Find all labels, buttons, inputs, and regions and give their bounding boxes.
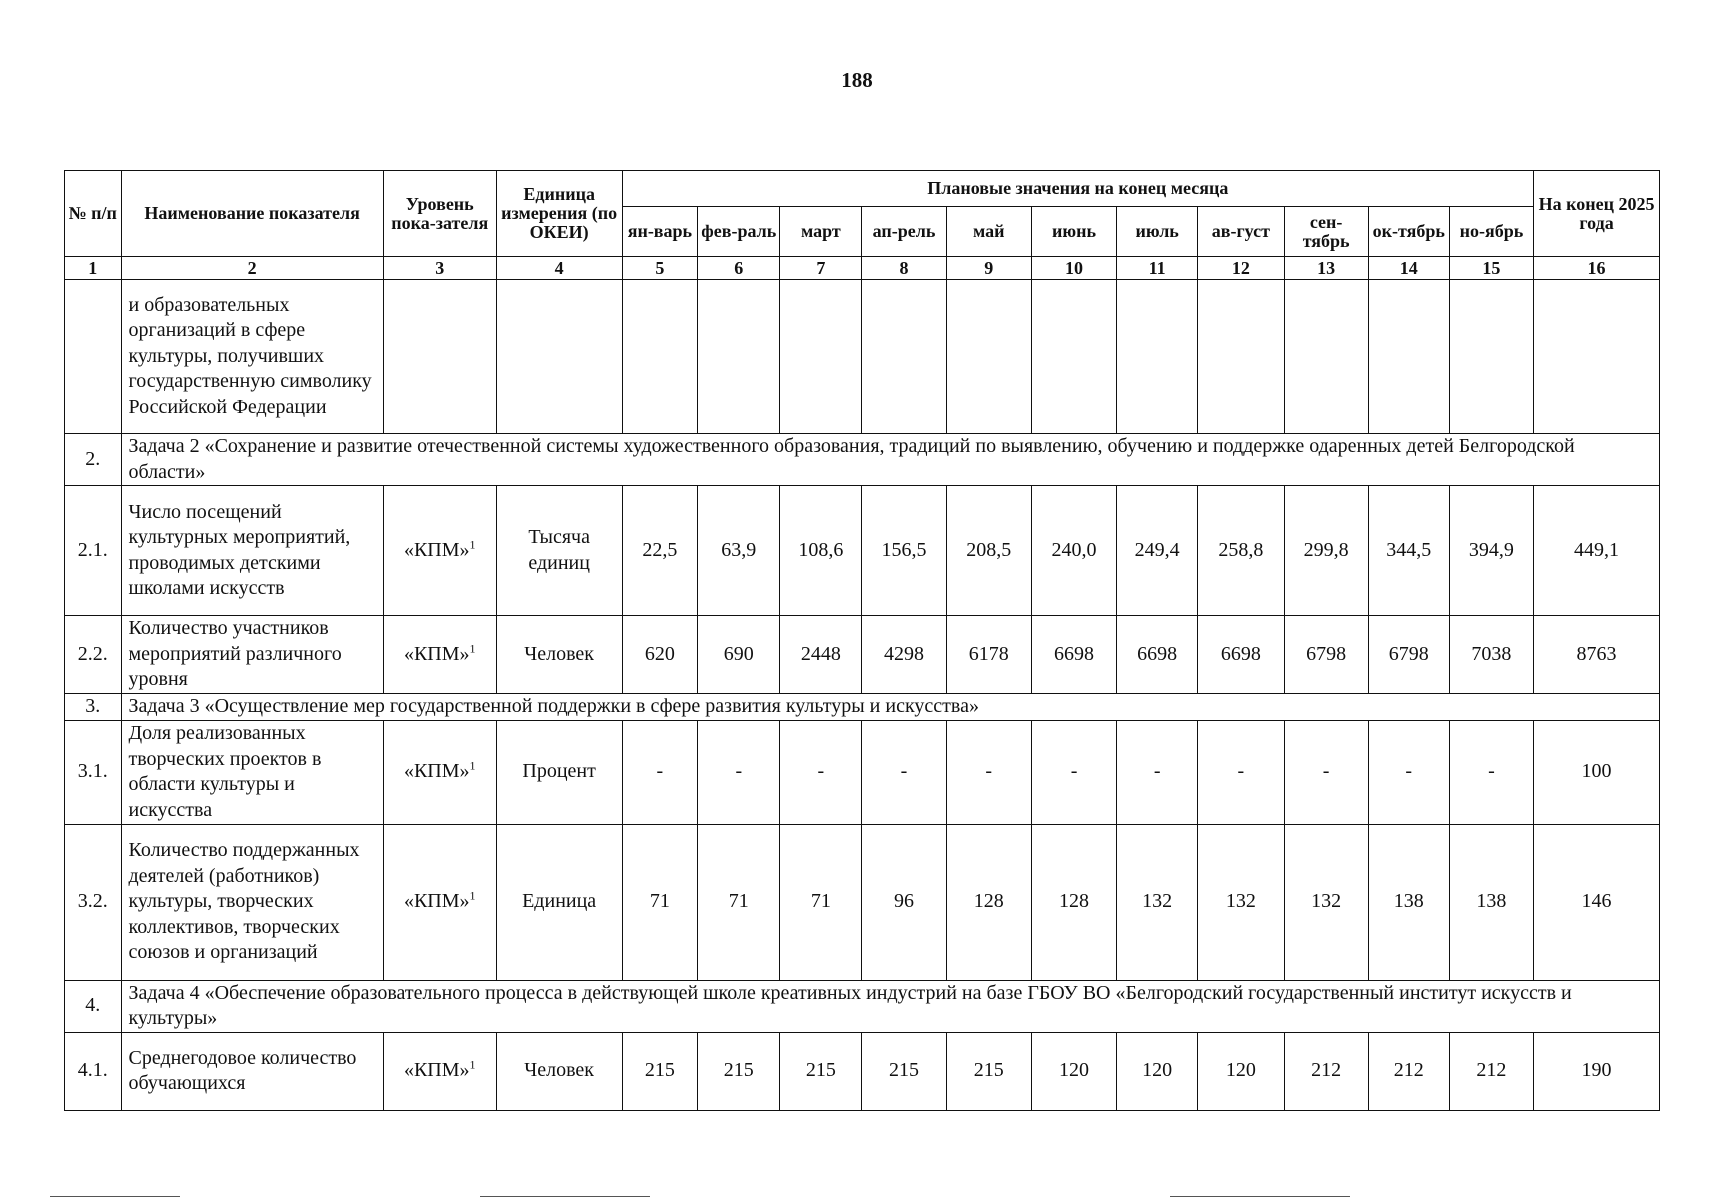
value-cell: 22,5: [622, 486, 698, 616]
value-cell: -: [1284, 720, 1368, 824]
value-cell: 212: [1449, 1032, 1533, 1110]
value-cell: 6698: [1117, 616, 1198, 694]
row-index: 4.1.: [65, 1032, 122, 1110]
indicator-unit: Единица: [496, 824, 622, 980]
table-row-continuation: [65, 280, 1660, 434]
value-cell: 132: [1198, 824, 1284, 980]
value-cell: 240,0: [1031, 486, 1116, 616]
value-cell: 690: [698, 616, 780, 694]
value-cell: 108,6: [780, 486, 862, 616]
header-num: № п/п: [65, 171, 122, 257]
header-month: ок-тябрь: [1368, 207, 1449, 257]
indicators-table: [64, 170, 1660, 1111]
value-cell: -: [780, 720, 862, 824]
value-cell: 212: [1284, 1032, 1368, 1110]
column-number: 2: [121, 257, 383, 280]
cell-empty: [698, 280, 780, 434]
value-cell: 120: [1031, 1032, 1116, 1110]
indicator-name: Количество участников мероприятий различного уровня: [121, 616, 383, 694]
cell-empty: [496, 280, 622, 434]
value-cell: 258,8: [1198, 486, 1284, 616]
value-cell: 208,5: [946, 486, 1031, 616]
value-cell: 344,5: [1368, 486, 1449, 616]
value-cell: 6178: [946, 616, 1031, 694]
indicator-level: «КПМ»$^1$: [383, 824, 496, 980]
value-cell: 6698: [1031, 616, 1116, 694]
column-number: 13: [1284, 257, 1368, 280]
value-cell: 132: [1284, 824, 1368, 980]
total-cell: 449,1: [1534, 486, 1660, 616]
header-month: ян-варь: [622, 207, 698, 257]
value-cell: -: [862, 720, 946, 824]
task-title: Задача 3 «Осуществление мер государственной поддержки в сфере развития культуры и искусства»: [121, 694, 1660, 721]
header-unit: Единица измерения (по ОКЕИ): [496, 171, 622, 257]
value-cell: 215: [780, 1032, 862, 1110]
value-cell: 249,4: [1117, 486, 1198, 616]
table-header: [65, 171, 1660, 280]
value-cell: 6798: [1284, 616, 1368, 694]
cell-empty: [1449, 280, 1533, 434]
task-row: [65, 694, 1660, 721]
value-cell: 96: [862, 824, 946, 980]
row-index: 2.2.: [65, 616, 122, 694]
column-number: 9: [946, 257, 1031, 280]
task-row: [65, 980, 1660, 1032]
value-cell: 394,9: [1449, 486, 1533, 616]
value-cell: 212: [1368, 1032, 1449, 1110]
value-cell: 128: [946, 824, 1031, 980]
value-cell: 63,9: [698, 486, 780, 616]
cell-empty: [1368, 280, 1449, 434]
row-index: 3.1.: [65, 720, 122, 824]
value-cell: -: [1117, 720, 1198, 824]
scan-line: [50, 1196, 180, 1197]
task-row: [65, 434, 1660, 486]
total-cell: 8763: [1534, 616, 1660, 694]
cell-empty: [1534, 280, 1660, 434]
task-index: 4.: [65, 980, 122, 1032]
task-title: Задача 2 «Сохранение и развитие отечественной системы художественного образования, традиций по выявлению, обучению и поддержке одаренных детей Белгородской области»: [121, 434, 1660, 486]
column-number: 12: [1198, 257, 1284, 280]
value-cell: 71: [622, 824, 698, 980]
value-cell: -: [622, 720, 698, 824]
cell-empty: [780, 280, 862, 434]
column-number: 15: [1449, 257, 1533, 280]
indicator-name: Доля реализованных творческих проектов в области культуры и искусства: [121, 720, 383, 824]
value-cell: 128: [1031, 824, 1116, 980]
column-number: 4: [496, 257, 622, 280]
cell-empty: [383, 280, 496, 434]
header-month: но-ябрь: [1449, 207, 1533, 257]
value-cell: 6798: [1368, 616, 1449, 694]
column-number: 14: [1368, 257, 1449, 280]
header-month: фев-раль: [698, 207, 780, 257]
header-month: июнь: [1031, 207, 1116, 257]
indicator-level: «КПМ»$^1$: [383, 720, 496, 824]
value-cell: 71: [780, 824, 862, 980]
cell-empty: [1284, 280, 1368, 434]
value-cell: 156,5: [862, 486, 946, 616]
table-row: [65, 824, 1660, 980]
cell-empty: [862, 280, 946, 434]
indicator-name: Число посещений культурных мероприятий, проводимых детскими школами искусств: [121, 486, 383, 616]
table-row: [65, 486, 1660, 616]
value-cell: 215: [946, 1032, 1031, 1110]
column-number: 1: [65, 257, 122, 280]
indicator-unit: Процент: [496, 720, 622, 824]
table-row: [65, 616, 1660, 694]
table-row: [65, 720, 1660, 824]
indicator-level: «КПМ»$^1$: [383, 616, 496, 694]
header-month: июль: [1117, 207, 1198, 257]
scan-line: [480, 1196, 650, 1197]
indicator-unit: Человек: [496, 616, 622, 694]
header-name: Наименование показателя: [121, 171, 383, 257]
value-cell: -: [1449, 720, 1533, 824]
task-index: 3.: [65, 694, 122, 721]
table-row: [65, 1032, 1660, 1110]
cell-empty: [622, 280, 698, 434]
cell-empty: [65, 280, 122, 434]
header-month: ап-рель: [862, 207, 946, 257]
column-number: 3: [383, 257, 496, 280]
value-cell: 71: [698, 824, 780, 980]
header-planned: Плановые значения на конец месяца: [622, 171, 1534, 207]
column-number: 5: [622, 257, 698, 280]
task-index: 2.: [65, 434, 122, 486]
indicator-name: и образовательных организаций в сфере культуры, получивших государственную символику Российской Федерации: [121, 280, 383, 434]
value-cell: 215: [698, 1032, 780, 1110]
indicator-name: Среднегодовое количество обучающихся: [121, 1032, 383, 1110]
header-end-year: На конец 2025 года: [1534, 171, 1660, 257]
value-cell: 620: [622, 616, 698, 694]
value-cell: -: [1368, 720, 1449, 824]
total-cell: 190: [1534, 1032, 1660, 1110]
scan-line: [1170, 1196, 1350, 1197]
column-number: 11: [1117, 257, 1198, 280]
cell-empty: [1117, 280, 1198, 434]
indicator-level: «КПМ»$^1$: [383, 486, 496, 616]
cell-empty: [946, 280, 1031, 434]
indicator-level: «КПМ»$^1$: [383, 1032, 496, 1110]
column-number: 8: [862, 257, 946, 280]
column-number: 7: [780, 257, 862, 280]
row-index: 3.2.: [65, 824, 122, 980]
value-cell: 138: [1368, 824, 1449, 980]
task-title: Задача 4 «Обеспечение образовательного процесса в действующей школе креативных индустрий на базе ГБОУ ВО «Белгородский государственный институт искусств и культуры»: [121, 980, 1660, 1032]
column-number: 16: [1534, 257, 1660, 280]
page-number: 188: [841, 68, 873, 92]
column-number-row: [65, 257, 1660, 280]
value-cell: 2448: [780, 616, 862, 694]
row-index: 2.1.: [65, 486, 122, 616]
indicator-unit: Человек: [496, 1032, 622, 1110]
value-cell: -: [1031, 720, 1116, 824]
value-cell: 299,8: [1284, 486, 1368, 616]
value-cell: 215: [622, 1032, 698, 1110]
header-month: май: [946, 207, 1031, 257]
value-cell: -: [698, 720, 780, 824]
value-cell: -: [946, 720, 1031, 824]
total-cell: 100: [1534, 720, 1660, 824]
value-cell: 7038: [1449, 616, 1533, 694]
value-cell: -: [1198, 720, 1284, 824]
header-month: ав-густ: [1198, 207, 1284, 257]
header-month: март: [780, 207, 862, 257]
indicator-unit: Тысяча единиц: [496, 486, 622, 616]
header-month: сен-тябрь: [1284, 207, 1368, 257]
value-cell: 120: [1117, 1032, 1198, 1110]
indicator-name: Количество поддержанных деятелей (работников) культуры, творческих коллективов, творческих союзов и организаций: [121, 824, 383, 980]
value-cell: 4298: [862, 616, 946, 694]
value-cell: 215: [862, 1032, 946, 1110]
cell-empty: [1198, 280, 1284, 434]
value-cell: 120: [1198, 1032, 1284, 1110]
header-level: Уровень пока-зателя: [383, 171, 496, 257]
total-cell: 146: [1534, 824, 1660, 980]
value-cell: 132: [1117, 824, 1198, 980]
value-cell: 138: [1449, 824, 1533, 980]
cell-empty: [1031, 280, 1116, 434]
value-cell: 6698: [1198, 616, 1284, 694]
column-number: 10: [1031, 257, 1116, 280]
column-number: 6: [698, 257, 780, 280]
